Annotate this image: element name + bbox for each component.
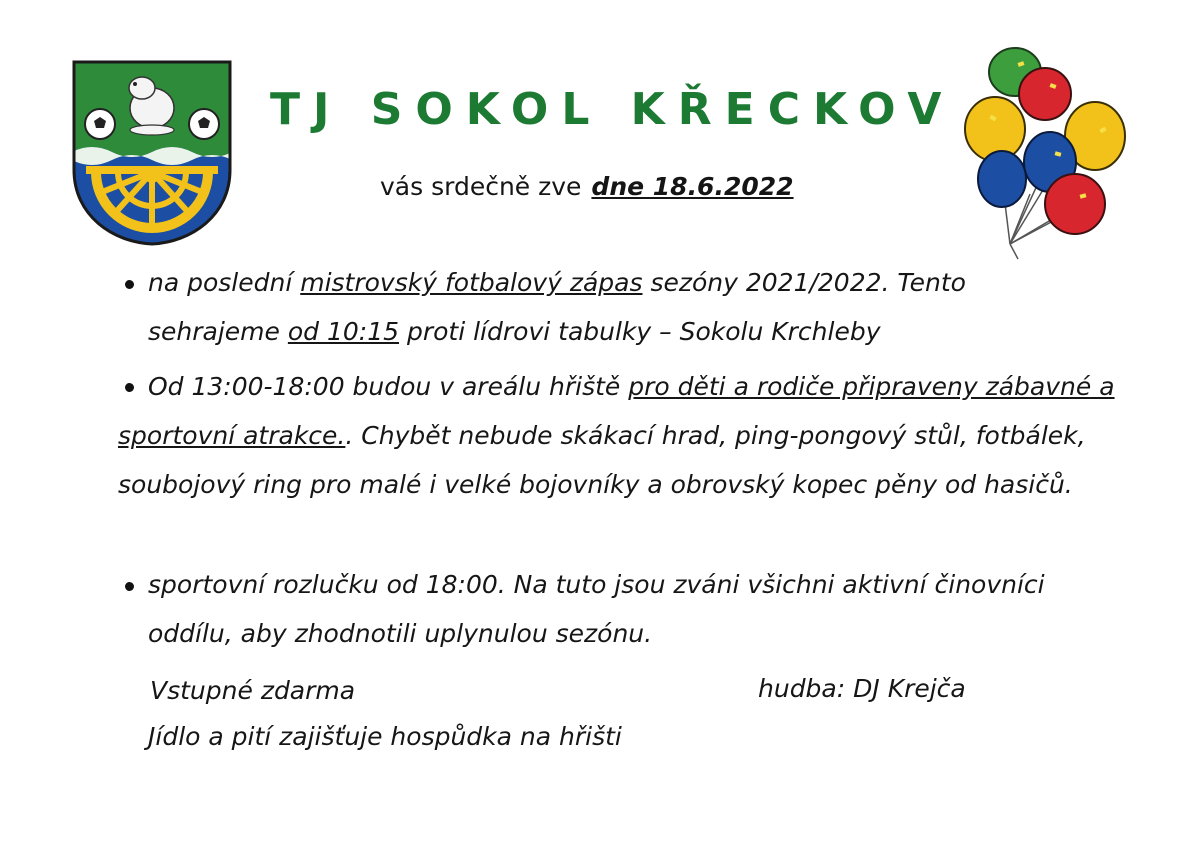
music-info: hudba: DJ Krejča <box>758 674 966 703</box>
item-match-tail: proti lídrovi tabulky – Sokolu Krchleby <box>399 317 881 346</box>
page-title: TJ SOKOL KŘECKOV <box>270 84 955 135</box>
item-match-time: od 10:15 <box>287 317 400 346</box>
entry-fee: Vstupné zdarma <box>150 676 356 705</box>
item-match <box>148 258 1048 356</box>
invite-line <box>380 172 794 201</box>
item-match-highlight: mistrovský fotbalový zápas <box>300 268 643 297</box>
bullet-dot <box>125 280 134 289</box>
item-match-mid: sezóny 2021/2022. Tento sehrajeme <box>148 268 966 346</box>
item-attractions-tail: . Chybět nebude skákací hrad, ping-pongový stůl, fotbálek, soubojový ring pro malé i velké bojovníky a obrovský kopec pěny od hasičů. <box>118 421 1086 499</box>
soccer-ball-left-icon <box>85 109 115 139</box>
event-date: dne 18.6.2022 <box>591 172 794 201</box>
item-match-lead: na poslední <box>148 268 301 297</box>
item-attractions <box>118 362 1118 509</box>
bullet-dot <box>125 582 134 591</box>
balloons-icon <box>960 44 1130 260</box>
food-info: Jídlo a pití zajišťuje hospůdka na hřišti <box>148 722 622 751</box>
invite-text: vás srdečně zve <box>380 172 582 201</box>
item-attractions-highlight: pro děti a rodiče připraveny zábavné a sportovní atrakce. <box>118 372 1115 450</box>
item-attractions-lead: Od 13:00-18:00 budou v areálu hřiště <box>148 372 629 401</box>
item-farewell: sportovní rozlučku od 18:00. Na tuto jsou zváni všichni aktivní činovníci oddílu, aby zhodnotili uplynulou sezónu. <box>148 570 1045 648</box>
club-crest-logo <box>72 60 232 246</box>
soccer-ball-right-icon <box>189 109 219 139</box>
